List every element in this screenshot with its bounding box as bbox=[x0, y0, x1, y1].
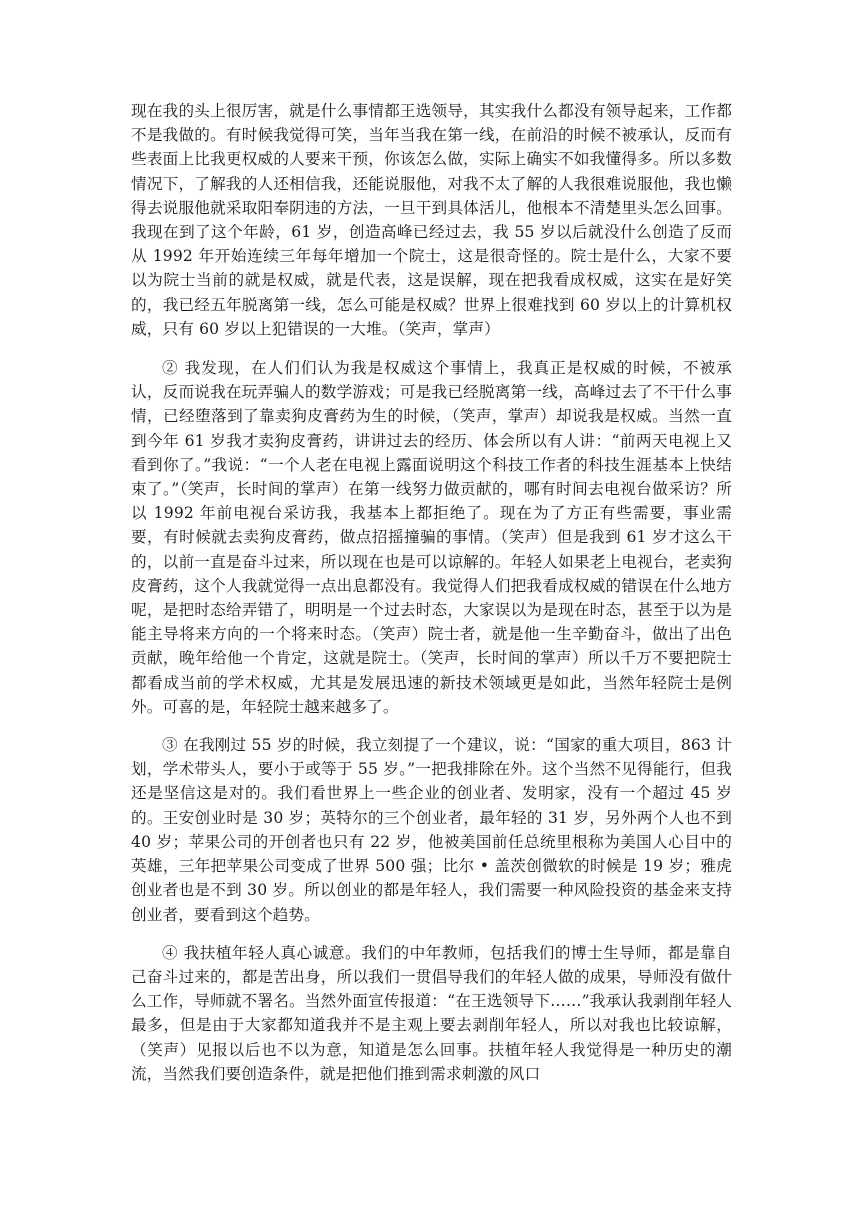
paragraph-4: ④ 我扶植年轻人真心诚意。我们的中年教师，包括我们的博士生导师，都是靠自己奋斗过来的，都是苦出身，所以我们一贯倡导我们的年轻人做的成果，导师没有做什么工作，导师就不署名。当然外面宣传报道：“在王选领导下……”我承认我剥削年轻人最多，但是由于大家都知道我并不是主观上要去剥削年轻人，所以对我也比较谅解，（笑声）见报以后也不以为意，知道是怎么回事。扶植年轻人我觉得是一种历史的潮流，当然我们要创造条件，就是把他们推到需求刺激的风口 bbox=[131, 943, 732, 1083]
paragraph-3: ③ 在我刚过 55 岁的时候，我立刻提了一个建议，说：“国家的重大项目，863 计划，学术带头人，要小于或等于 55 岁。”一把我排除在外。这个当然不见得能行，但我还是坚信这是对的。我们看世界上一些企业的创业者、发明家，没有一个超过 45 岁的。王安创业时是 30 岁；英特尔的三个创业者，最年轻的 31 岁，另外两个人也不到 40 岁；苹果公司的开创者也只有 22 岁，他被美国前任总统里根称为美国人心目中的英雄，三年把苹果公司变成了世界 500 强；比尔 • 盖茨创微软的时候是 19 岁；雅虎创业者也是不到 30 岁。所以创业的都是年轻人，我们需要一种风险投资的基金来支持创业者，要看到这个趋势。 bbox=[131, 736, 732, 924]
paragraph-2: ② 我发现，在人们们认为我是权威这个事情上，我真正是权威的时候，不被承认，反而说我在玩弄骗人的数学游戏；可是我已经脱离第一线，高峰过去了不干什么事情，已经堕落到了靠卖狗皮膏药为生的时候，（笑声，掌声）却说我是权威。当然一直到今年 61 岁我才卖狗皮膏药，讲讲过去的经历、体会所以有人讲：“前两天电视上又看到你了。”我说：“一个人老在电视上露面说明这个科技工作者的科技生涯基本上快结束了。”（笑声，长时间的掌声）在第一线努力做贡献的，哪有时间去电视台做采访？所以 1992 年前电视台采访我，我基本上都拒绝了。现在为了方正有些需要，事业需要，有时候就去卖狗皮膏药，做点招摇撞骗的事情。（笑声）但是我到 61 岁才这么干的，以前一直是奋斗过来，所以现在也是可以谅解的。年轻人如果老上电视台，老卖狗皮膏药，这个人我就觉得一点出息都没有。我觉得人们把我看成权威的错误在什么地方呢，是把时态给弄错了，明明是一个过去时态，大家误以为是现在时态，甚至于以为是能主导将来方向的一个将来时态。（笑声）院士者，就是他一生辛勤奋斗，做出了出色贡献，晚年给他一个肯定，这就是院士。（笑声，长时间的掌声）所以千万不要把院士都看成当前的学术权威，尤其是发展迅速的新技术领域更是如此，当然年轻院士是例外。可喜的是，年轻院士越来越多了。 bbox=[131, 359, 732, 716]
document-body bbox=[131, 99, 732, 1086]
paragraph-continuation: 现在我的头上很厉害，就是什么事情都王选领导，其实我什么都没有领导起来，工作都不是我做的。有时候我觉得可笑，当年当我在第一线，在前沿的时候不被承认，反而有些表面上比我更权威的人要来干预，你该怎么做，实际上确实不如我懂得多。所以多数情况下，了解我的人还相信我，还能说服他，对我不太了解的人我很难说服他，我也懒得去说服他就采取阳奉阴违的方法，一旦干到具体活儿，他根本不清楚里头怎么回事。我现在到了这个年龄，61 岁，创造高峰已经过去，我 55 岁以后就没什么创造了反而从 1992 年开始连续三年每年增加一个院士，这是很奇怪的。院士是什么，大家不要以为院士当前的就是权威，就是代表，这是误解，现在把我看成权威，这实在是好笑的，我已经五年脱离第一线，怎么可能是权威？世界上很难找到 60 岁以上的计算机权威，只有 60 岁以上犯错误的一大堆。（笑声，掌声） bbox=[131, 102, 732, 338]
